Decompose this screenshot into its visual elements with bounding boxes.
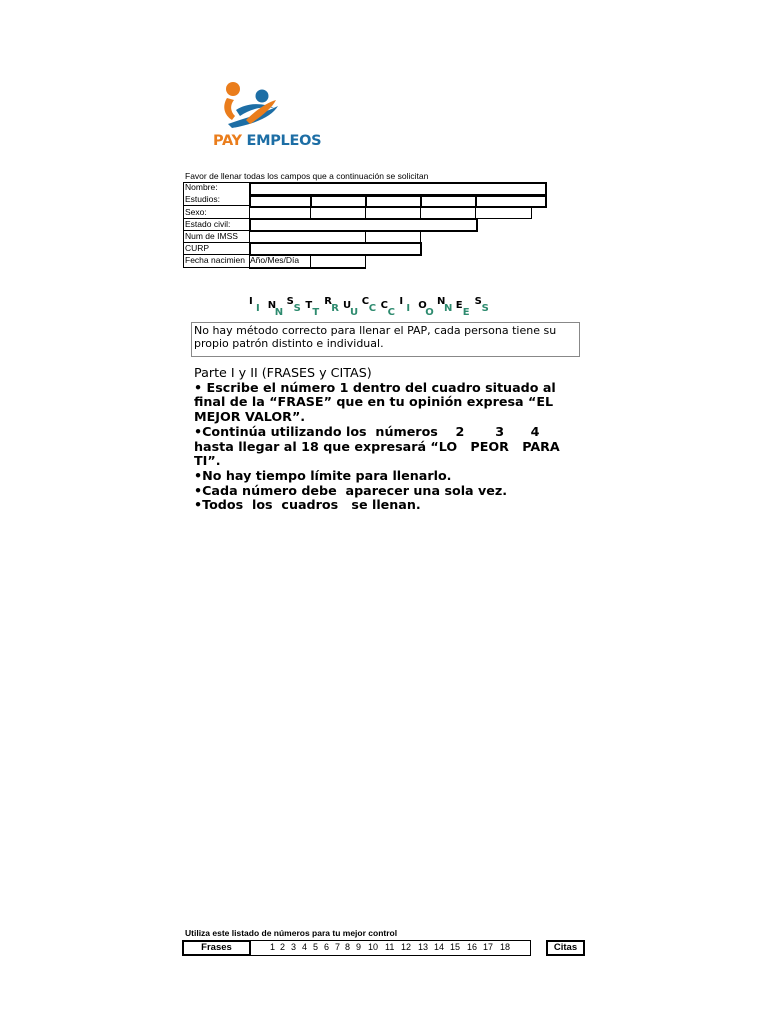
heading-letter: I xyxy=(249,296,253,307)
divider xyxy=(183,242,250,243)
heading-letter-shadow: O xyxy=(425,307,434,318)
label-nombre: Nombre: xyxy=(185,182,218,192)
heading-letter: T xyxy=(305,300,313,311)
sexo-input-5[interactable] xyxy=(475,207,532,219)
instruction-line: •No hay tiempo límite para llenarlo. xyxy=(194,467,452,483)
heading-letter-shadow: T xyxy=(312,307,320,318)
number-item: 17 xyxy=(483,942,494,952)
number-item: 16 xyxy=(467,942,478,952)
label-column-frame xyxy=(183,182,250,268)
estado-civil-input[interactable] xyxy=(249,218,478,232)
number-item: 15 xyxy=(450,942,461,952)
number-item: 14 xyxy=(434,942,445,952)
heading-letter: O xyxy=(418,300,427,311)
heading-letter-shadow: N xyxy=(274,307,284,318)
number-item: 10 xyxy=(368,942,379,952)
heading-letter: N xyxy=(437,296,446,307)
heading-letter-shadow: S xyxy=(293,303,301,314)
intro-note: No hay método correcto para llenar el PAP, cada persona tiene su propio patrón distinto e individual. xyxy=(191,322,580,357)
number-item: 6 xyxy=(324,942,330,952)
number-item: 9 xyxy=(356,942,362,952)
heading-letter: R xyxy=(324,296,332,307)
divider xyxy=(183,254,250,255)
number-item: 3 xyxy=(291,942,297,952)
fecha-input-2[interactable] xyxy=(310,255,366,268)
logo-text-empleos: EMPLEOS xyxy=(246,133,322,149)
number-list xyxy=(251,940,531,956)
label-estado-civil: Estado civil: xyxy=(185,219,231,229)
citas-label: Citas xyxy=(546,940,585,956)
heading-letter-shadow: U xyxy=(350,307,359,318)
label-fecha-nacimiento: Fecha nacimien xyxy=(185,255,246,265)
number-item: 5 xyxy=(313,942,319,952)
instruction-line: •Continúa utilizando los números 2 3 4 xyxy=(194,423,540,439)
label-num-imss: Num de IMSS xyxy=(185,231,238,241)
logo-text-pay: PAY xyxy=(213,133,242,149)
number-item: 18 xyxy=(500,942,511,952)
instructions-body xyxy=(194,366,560,513)
instruction-line: • Escribe el número 1 dentro del cuadro situado al xyxy=(194,379,556,395)
heading-letter: N xyxy=(267,300,277,311)
heading-letter: C xyxy=(361,296,370,307)
heading-letter-shadow: C xyxy=(387,307,395,318)
number-item: 7 xyxy=(335,942,341,952)
label-estudios: Estudios: xyxy=(185,194,220,204)
label-sexo: Sexo: xyxy=(185,207,207,217)
number-item: 8 xyxy=(345,942,351,952)
footer-title: Utiliza este listado de números para tu mejor control xyxy=(185,928,398,938)
label-curp: CURP xyxy=(185,243,210,253)
heading-letter: C xyxy=(380,300,388,311)
heading-letter: S xyxy=(474,296,482,307)
form-intro: Favor de llenar todas los campos que a continuación se solicitan xyxy=(185,171,429,181)
number-item: 2 xyxy=(280,942,286,952)
heading-letter-shadow: N xyxy=(444,303,453,314)
parts-title: Parte I y II (FRASES y CITAS) xyxy=(194,365,372,380)
heading-letter-shadow: S xyxy=(481,303,489,314)
instruction-line: hasta llegar al 18 que expresará “LO PEOR PARA xyxy=(194,438,560,454)
number-item: 1 xyxy=(270,942,276,952)
divider xyxy=(183,230,250,231)
heading-letter-shadow: I xyxy=(406,303,411,314)
frases-label: Frases xyxy=(182,940,251,956)
heading-letter-shadow: R xyxy=(331,303,339,314)
number-item: 4 xyxy=(302,942,308,952)
number-item: 13 xyxy=(418,942,429,952)
date-format-hint: Año/Mes/Día xyxy=(250,255,300,265)
heading-letter-shadow: E xyxy=(462,307,470,318)
divider xyxy=(183,205,250,206)
number-item: 12 xyxy=(401,942,412,952)
instruction-line: final de la “FRASE” que en tu opinión expresa “EL xyxy=(194,394,554,410)
divider xyxy=(183,218,250,219)
instruction-line: TI”. xyxy=(194,453,221,469)
instruction-line: MEJOR VALOR”. xyxy=(194,409,306,425)
logo-wordmark xyxy=(213,133,321,149)
nombre-input[interactable] xyxy=(249,182,547,196)
instruction-line: •Cada número debe aparecer una sola vez. xyxy=(194,482,508,498)
heading-letter-shadow: I xyxy=(256,303,260,314)
heading-letter: U xyxy=(343,300,352,311)
number-item: 11 xyxy=(385,942,395,952)
heading-letter: I xyxy=(399,296,404,307)
heading-letter-shadow: C xyxy=(368,303,377,314)
instruction-line: •Todos los cuadros se llenan. xyxy=(194,497,421,513)
heading-letter: S xyxy=(286,296,294,307)
heading-letter: E xyxy=(455,300,463,311)
